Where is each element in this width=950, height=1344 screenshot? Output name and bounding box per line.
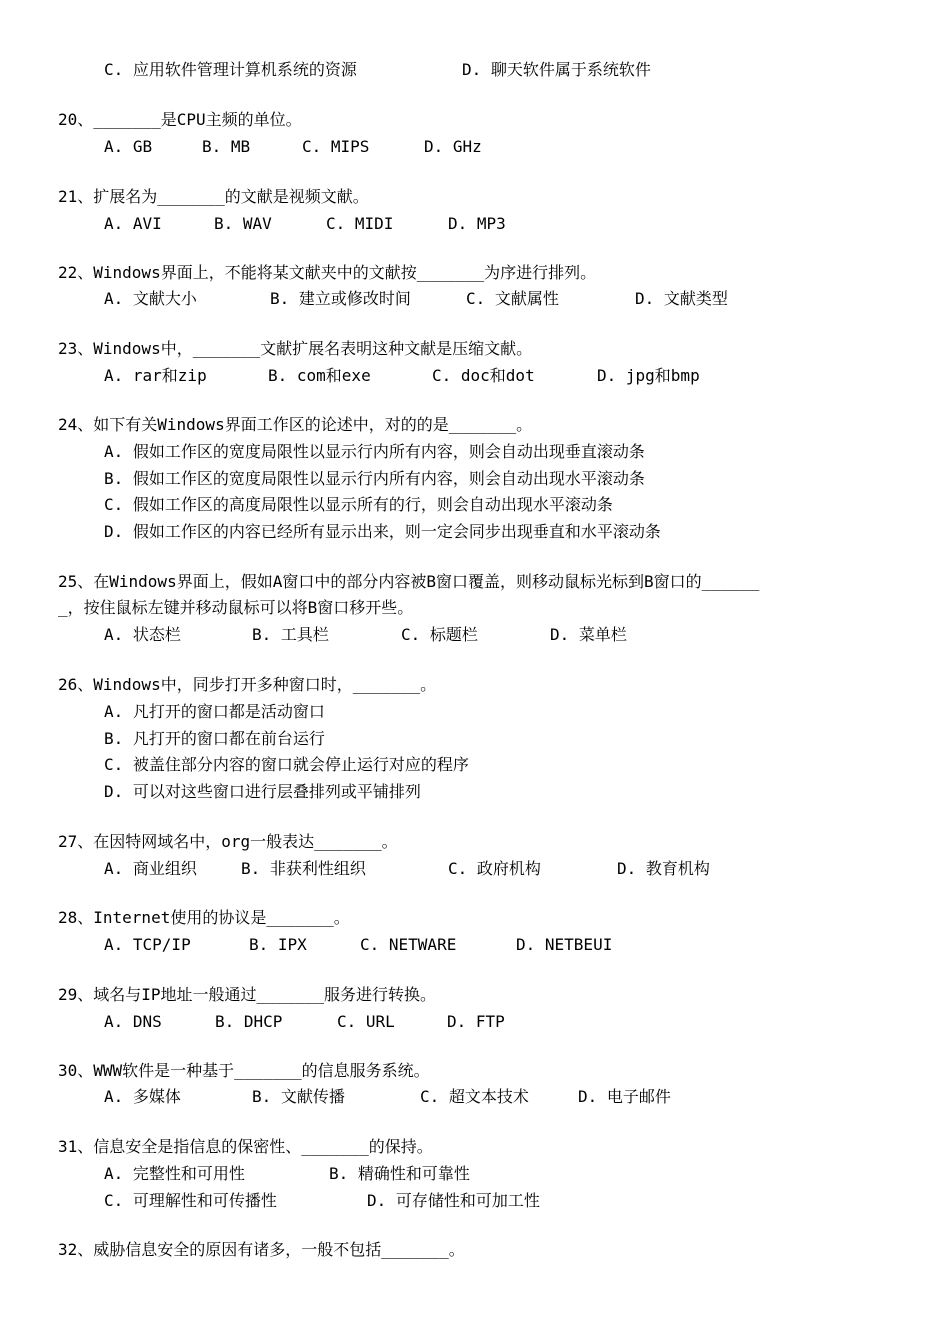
answer-option: A. 状态栏 xyxy=(104,625,181,644)
answer-option: C. 可理解性和可传播性 xyxy=(104,1191,277,1210)
answer-option: A. 假如工作区的宽度局限性以显示行内所有内容，则会自动出现垂直滚动条 xyxy=(104,442,645,461)
answer-option: C. 政府机构 xyxy=(448,859,541,878)
question-stem-line: 25、在Windows界面上，假如A窗口中的部分内容被B窗口覆盖，则移动鼠标光标到B窗口的______ xyxy=(58,572,760,591)
answer-option: B. 工具栏 xyxy=(252,625,329,644)
answer-option: A. 商业组织 xyxy=(104,859,197,878)
question-stem-line: 27、在因特网域名中，org一般表达_______。 xyxy=(58,832,398,851)
question-stem-line: 23、Windows中，_______文献扩展名表明这种文献是压缩文献。 xyxy=(58,339,533,358)
answer-option: D. NETBEUI xyxy=(516,935,613,954)
answer-option: A. GB xyxy=(104,137,153,156)
answer-option: C. 标题栏 xyxy=(401,625,478,644)
answer-option: D. MP3 xyxy=(448,214,506,233)
answer-option: D. 教育机构 xyxy=(617,859,710,878)
question-stem-line: 31、信息安全是指信息的保密性、_______的保持。 xyxy=(58,1137,433,1156)
answer-option: B. DHCP xyxy=(215,1012,283,1031)
answer-option: A. rar和zip xyxy=(104,366,207,385)
question-stem-line: 29、域名与IP地址一般通过_______服务进行转换。 xyxy=(58,985,436,1004)
answer-option: C. MIDI xyxy=(326,214,394,233)
answer-option: B. 文献传播 xyxy=(252,1087,345,1106)
question-stem-line: 26、Windows中，同步打开多种窗口时，_______。 xyxy=(58,675,437,694)
answer-option: B. 建立或修改时间 xyxy=(270,289,411,308)
question-stem-line: 32、威胁信息安全的原因有诸多，一般不包括_______。 xyxy=(58,1240,465,1259)
answer-option: C. NETWARE xyxy=(360,935,457,954)
answer-option: D. FTP xyxy=(447,1012,505,1031)
answer-option: C. doc和dot xyxy=(432,366,535,385)
answer-option: D. GHz xyxy=(424,137,482,156)
answer-option: D. 假如工作区的内容已经所有显示出来，则一定会同步出现垂直和水平滚动条 xyxy=(104,522,661,541)
answer-option: C. 被盖住部分内容的窗口就会停止运行对应的程序 xyxy=(104,755,469,774)
answer-option: D. 文献类型 xyxy=(635,289,728,308)
answer-option: C. URL xyxy=(337,1012,395,1031)
answer-option: A. DNS xyxy=(104,1012,162,1031)
question-stem-line: _，按住鼠标左键并移动鼠标可以将B窗口移开些。 xyxy=(58,598,414,617)
answer-option: D. 聊天软件属于系统软件 xyxy=(462,60,651,79)
answer-option: A. 完整性和可用性 xyxy=(104,1164,245,1183)
answer-option: B. MB xyxy=(202,137,251,156)
answer-option: A. 凡打开的窗口都是活动窗口 xyxy=(104,702,325,721)
question-stem-line: 28、Internet使用的协议是_______。 xyxy=(58,908,350,927)
answer-option: C. 超文本技术 xyxy=(420,1087,529,1106)
answer-option: A. TCP/IP xyxy=(104,935,191,954)
question-stem-line: 24、如下有关Windows界面工作区的论述中，对的的是_______。 xyxy=(58,415,533,434)
question-stem-line: 22、Windows界面上，不能将某文献夹中的文献按_______为序进行排列。 xyxy=(58,263,597,282)
answer-option: D. 菜单栏 xyxy=(550,625,627,644)
answer-option: C. 应用软件管理计算机系统的资源 xyxy=(104,60,357,79)
answer-option: B. 凡打开的窗口都在前台运行 xyxy=(104,729,325,748)
question-stem-line: 20、_______是CPU主频的单位。 xyxy=(58,110,302,129)
answer-option: A. 多媒体 xyxy=(104,1087,181,1106)
answer-option: D. 可以对这些窗口进行层叠排列或平铺排列 xyxy=(104,782,421,801)
answer-option: B. 非获利性组织 xyxy=(241,859,366,878)
answer-option: C. 文献属性 xyxy=(466,289,559,308)
answer-option: D. 电子邮件 xyxy=(578,1087,671,1106)
answer-option: B. 假如工作区的宽度局限性以显示行内所有内容，则会自动出现水平滚动条 xyxy=(104,469,645,488)
answer-option: B. com和exe xyxy=(268,366,371,385)
answer-option: B. IPX xyxy=(249,935,307,954)
answer-option: A. AVI xyxy=(104,214,162,233)
answer-option: D. jpg和bmp xyxy=(597,366,700,385)
answer-option: B. WAV xyxy=(214,214,272,233)
answer-option: C. 假如工作区的高度局限性以显示所有的行，则会自动出现水平滚动条 xyxy=(104,495,613,514)
answer-option: D. 可存储性和可加工性 xyxy=(367,1191,540,1210)
answer-option: B. 精确性和可靠性 xyxy=(329,1164,470,1183)
question-stem-line: 21、扩展名为_______的文献是视频文献。 xyxy=(58,187,369,206)
answer-option: A. 文献大小 xyxy=(104,289,197,308)
answer-option: C. MIPS xyxy=(302,137,370,156)
question-stem-line: 30、WWW软件是一种基于_______的信息服务系统。 xyxy=(58,1061,430,1080)
